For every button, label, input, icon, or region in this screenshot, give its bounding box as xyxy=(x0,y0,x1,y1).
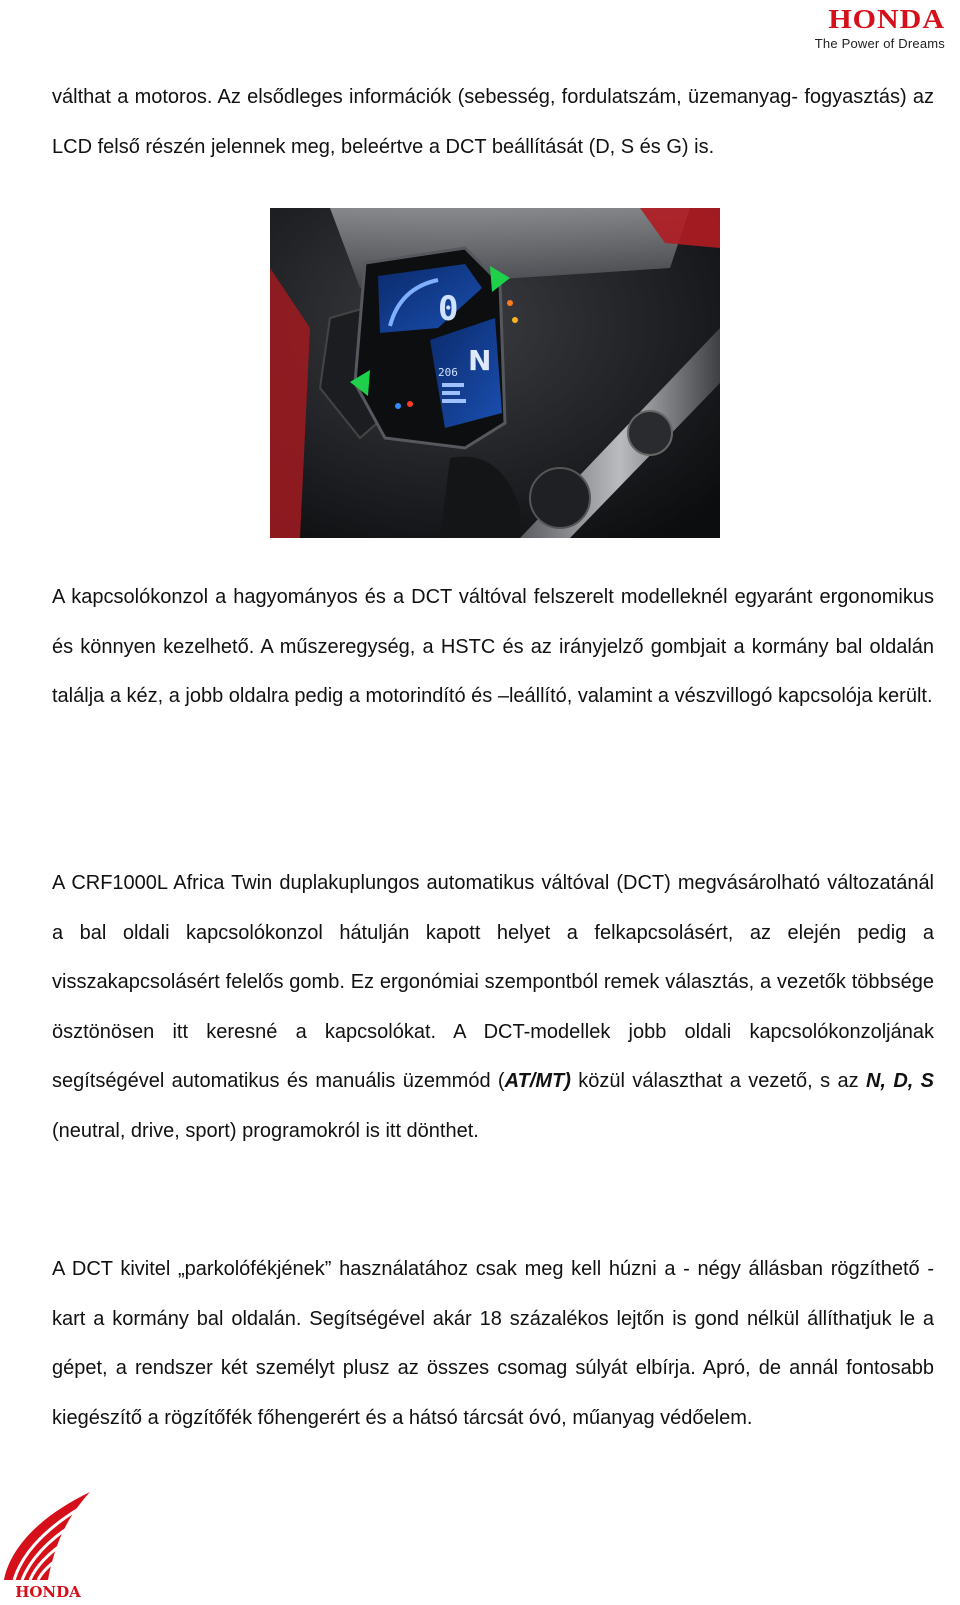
logo-tagline: The Power of Dreams xyxy=(814,36,945,51)
odometer-readout: 206 xyxy=(438,366,458,379)
mode-emphasis: AT/MT) xyxy=(504,1070,571,1092)
honda-logo xyxy=(765,4,945,51)
text-line: Apró, de annál fontosabb kiegészítő a rögzítőfék főhengerért és a hátsó tárcsát óvó, xyxy=(52,1357,934,1429)
text-line: rögzíthető - kart a kormány bal oldalán. Segítségével akár 18 százalékos lejtőn is gond xyxy=(52,1258,934,1330)
text-line: kormány bal oldalán találja a kéz, a jobb oldalra pedig a motorindító és –leállító, valamint a xyxy=(52,635,935,707)
wing-icon xyxy=(0,1488,96,1600)
honda-wing-logo xyxy=(0,1488,96,1600)
text-line: kapcsolókonzoljának segítségével automatikus és manuális üzemmód ( xyxy=(52,1020,934,1092)
paragraph-4 xyxy=(52,1245,934,1443)
logo-wordmark: HONDA xyxy=(828,4,945,35)
text-line: válthat a motoros. Az elsődleges információk (sebesség, fordulatszám, üzemanyag- xyxy=(52,86,799,108)
text-line: vezetők többsége ösztönösen itt keresné a kapcsolókat. A DCT-modellek jobb oldali xyxy=(52,971,934,1043)
text-line: A CRF1000L Africa Twin duplakuplungos automatikus váltóval (DCT) megvásárolható xyxy=(52,872,821,894)
text-line: változatánál a bal oldali kapcsolókonzol hátulján kapott helyet a felkapcsolásért, az elején xyxy=(52,872,935,944)
paragraph-2 xyxy=(52,573,934,722)
text-line: választhat a vezető, s az xyxy=(632,1070,866,1092)
dashboard-illustration xyxy=(270,208,720,538)
text-line: fogyasztás) az LCD felső részén jelennek meg, beleértve a DCT beállítását (D, S és G) is. xyxy=(52,86,934,158)
text-line: műanyag védőelem. xyxy=(572,1406,753,1429)
text-line: közül xyxy=(570,1070,625,1092)
text-line: vészvillogó kapcsolója került. xyxy=(674,685,933,707)
wing-brand: HONDA xyxy=(15,1583,81,1600)
gear-readout: N xyxy=(468,344,492,377)
program-emphasis: N, D, S xyxy=(865,1070,935,1092)
text-line: A DCT kivitel „parkolófékjének” használatához csak meg kell húzni a - négy állásban xyxy=(52,1258,824,1280)
text-line: pedig a visszakapcsolásért felelős gomb. Ez ergonómiai szempontból remek választás, a xyxy=(52,921,934,993)
text-line: A kapcsolókonzol a hagyományos és a DCT váltóval felszerelt modelleknél egyaránt xyxy=(52,586,813,608)
dashboard-photo xyxy=(270,208,720,538)
text-line: (neutral, drive, sport) programokról is itt dönthet. xyxy=(52,1119,479,1142)
paragraph-3 xyxy=(52,859,934,1156)
paragraph-1 xyxy=(52,73,934,172)
text-line: nélkül állíthatjuk le a gépet, a rendszer két személyt plusz az összes csomag súlyát elbírja. xyxy=(52,1307,935,1379)
text-line: ergonomikus és könnyen kezelhető. A műszeregység, a HSTC és az irányjelző gombjait a xyxy=(52,586,934,658)
speed-readout: 0 xyxy=(438,289,459,329)
